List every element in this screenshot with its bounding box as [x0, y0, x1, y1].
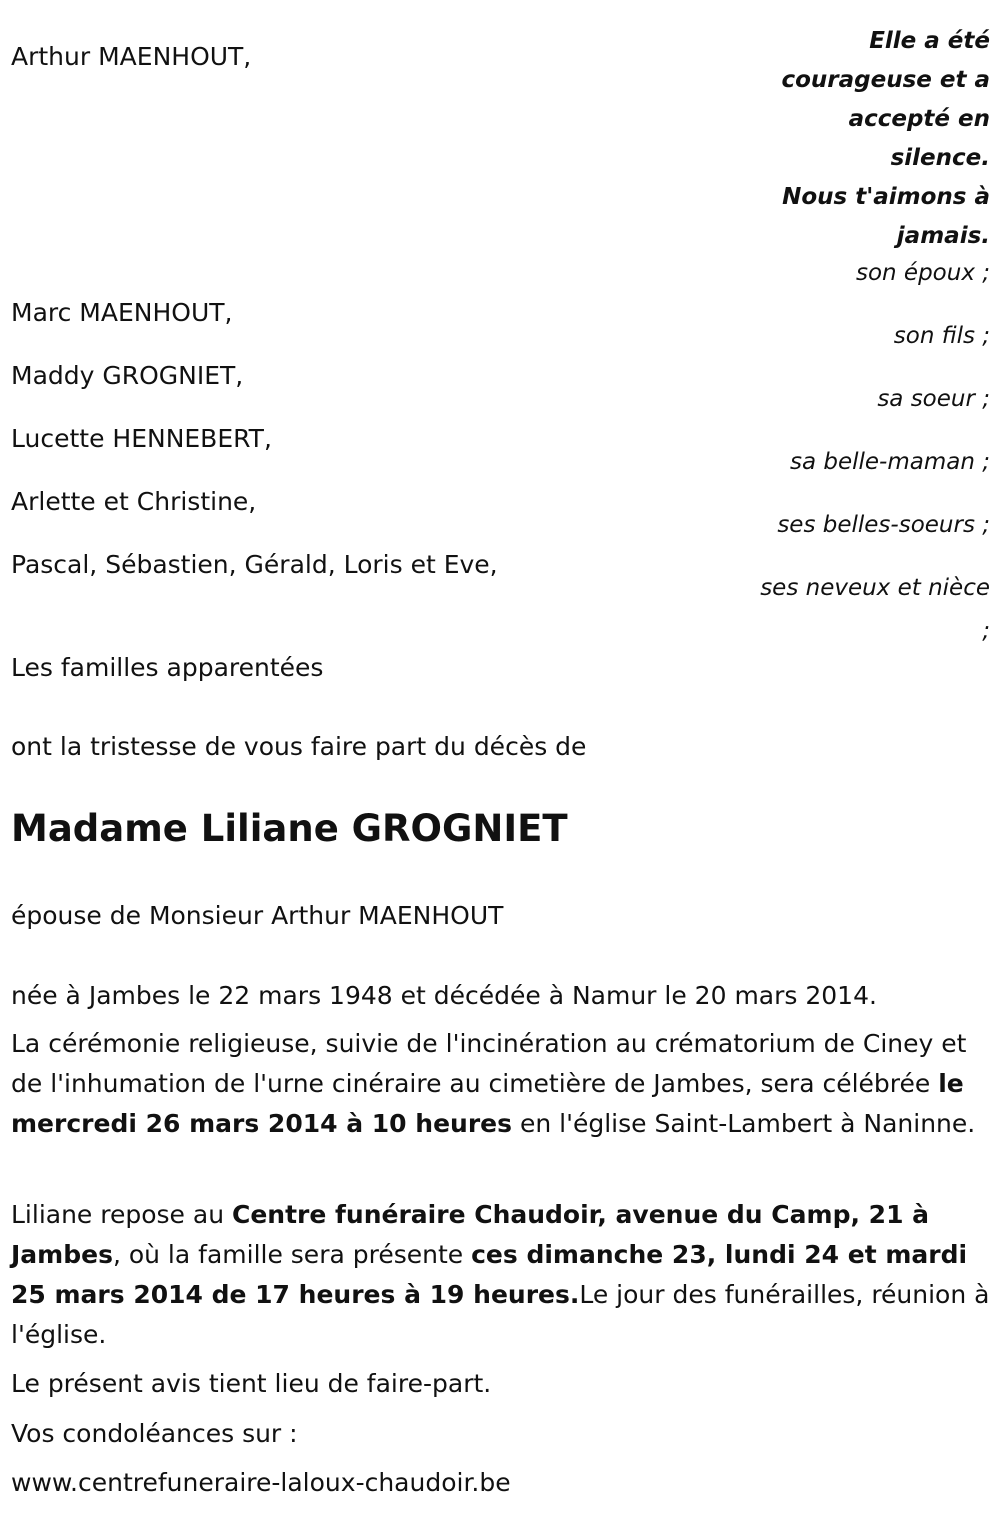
ceremony-paragraph	[11, 1024, 991, 1144]
quote-line: courageuse et a	[781, 67, 990, 93]
ceremony-date: le mercredi 26 mars 2014 à 10 heures	[11, 1069, 964, 1138]
funeral-center-address: Centre funéraire Chaudoir, avenue du Camp, 21 à Jambes	[11, 1200, 930, 1269]
quote-line: Elle a été	[869, 28, 990, 54]
rest-text: Le jour des funérailles, réunion à l'église.	[11, 1280, 990, 1349]
family-member-name: Marc MAENHOUT,	[11, 298, 233, 327]
visiting-hours: ces dimanche 23, lundi 24 et mardi 25 mars 2014 de 17 heures à 19 heures.	[11, 1240, 968, 1309]
ceremony-text: La cérémonie religieuse, suivie de l'incinération au crématorium de Ciney et de l'inhumation de l'urne cinéraire au cimetière de Jambes, sera célébrée	[11, 1029, 967, 1098]
rest-paragraph	[11, 1195, 991, 1355]
quote-block	[750, 22, 990, 256]
announce-line: ont la tristesse de vous faire part du décès de	[11, 732, 587, 761]
family-member-relation: sa soeur ;	[877, 386, 990, 412]
quote-line: silence.	[890, 145, 990, 171]
quote-line: accepté en	[848, 106, 990, 132]
deceased-name: Madame Liliane GROGNIET	[11, 807, 568, 850]
notice-line: Le présent avis tient lieu de faire-part.	[11, 1369, 492, 1398]
birth-death-line: née à Jambes le 22 mars 1948 et décédée à Namur le 20 mars 2014.	[11, 981, 877, 1010]
rest-text: Liliane repose au	[11, 1200, 232, 1229]
spouse-line: épouse de Monsieur Arthur MAENHOUT	[11, 901, 504, 930]
ceremony-text: en l'église Saint-Lambert à Naninne.	[512, 1109, 976, 1138]
quote-line: jamais.	[896, 223, 990, 249]
relation-semicolon: ;	[982, 618, 990, 644]
condolences-label: Vos condoléances sur :	[11, 1419, 298, 1448]
family-member-name: Pascal, Sébastien, Gérald, Loris et Eve,	[11, 550, 498, 579]
family-member-name: Lucette HENNEBERT,	[11, 424, 272, 453]
website-link[interactable]: www.centrefuneraire-laloux-chaudoir.be	[11, 1468, 511, 1497]
family-member-name: Arlette et Christine,	[11, 487, 257, 516]
family-member-relation: ses neveux et nièce	[760, 575, 990, 601]
family-member-relation: ses belles-soeurs ;	[777, 512, 990, 538]
family-member-name: Arthur MAENHOUT,	[11, 42, 252, 71]
family-member-relation: son époux ;	[855, 260, 990, 286]
family-member-name: Maddy GROGNIET,	[11, 361, 244, 390]
family-member-relation: sa belle-maman ;	[789, 449, 990, 475]
families-line: Les familles apparentées	[11, 653, 324, 682]
rest-text: , où la famille sera présente	[112, 1240, 472, 1269]
quote-line: Nous t'aimons à	[782, 184, 990, 210]
family-member-relation: son fils ;	[893, 323, 990, 349]
